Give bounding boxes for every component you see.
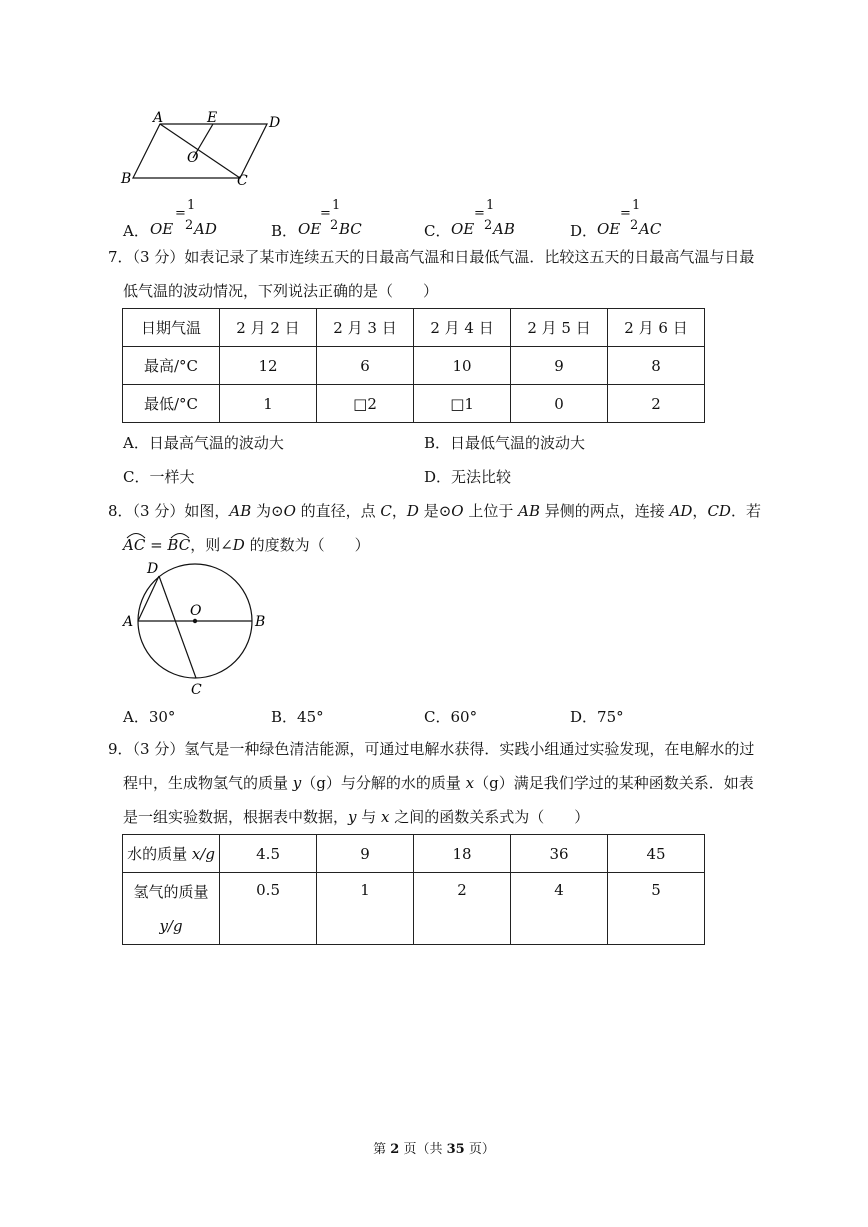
q6-option-b[interactable]: B． OE = 1 2 BC	[271, 198, 362, 240]
q7-option-c[interactable]: C．一样大	[123, 468, 195, 486]
table-cell: 1	[317, 873, 414, 945]
table-cell: 10	[414, 347, 511, 385]
q7-stem-line1: 7．（3 分）如表记录了某市连续五天的日最高气温和日最低气温．比较这五天的日最高气温与日最	[108, 248, 755, 266]
table-header-cell: 2 月 6 日	[608, 309, 705, 347]
table-cell: 8	[608, 347, 705, 385]
table-cell: 0	[511, 385, 608, 423]
table-cell: 9	[317, 835, 414, 873]
table-cell: 0.5	[220, 873, 317, 945]
label-a: A	[153, 110, 164, 126]
q8-option-d[interactable]: D．75°	[570, 708, 624, 726]
arc-ac: AC	[123, 528, 145, 562]
table-cell: 9	[511, 347, 608, 385]
table-header-cell: 日期气温	[123, 309, 220, 347]
table-cell: 6	[316, 347, 413, 385]
q8-stem-line1: 8．（3 分）如图，AB 为⊙O 的直径，点 C，D 是⊙O 上位于 AB 异侧的两点，连接 AD，CD．若	[108, 502, 761, 520]
page-footer: 第 2 页（共 35 页）	[373, 1142, 495, 1157]
q8-option-a[interactable]: A．30°	[123, 708, 176, 726]
label-b: B	[255, 614, 266, 630]
table-row-label: 氢气的质量 y/g	[123, 873, 220, 945]
table-row	[123, 873, 705, 945]
table-cell: 18	[413, 835, 510, 873]
table-row-label: 水的质量 x/g	[123, 835, 220, 873]
label-c: C	[191, 682, 202, 698]
label-o: O	[187, 150, 199, 166]
table-row	[123, 347, 705, 385]
q7-option-a[interactable]: A．日最高气温的波动大	[123, 434, 284, 452]
center-point	[193, 619, 197, 623]
q9-mass-table	[122, 834, 705, 945]
q7-option-d[interactable]: D．无法比较	[424, 468, 512, 486]
label-c: C	[237, 173, 248, 189]
table-cell: 45	[607, 835, 704, 873]
table-cell: 12	[220, 347, 317, 385]
table-cell: 2	[413, 873, 510, 945]
table-cell: 5	[607, 873, 704, 945]
q6-option-d[interactable]: D． OE = 1 2 AC	[570, 198, 662, 240]
q6-option-a[interactable]: A． OE = 1 2 AD	[123, 198, 217, 240]
table-header-cell: 2 月 2 日	[220, 309, 317, 347]
q9-stem-line2: 程中，生成物氢气的质量 y（g）与分解的水的质量 x（g）满足我们学过的某种函数关系．如表	[123, 774, 754, 792]
arc-mark-icon	[169, 531, 191, 539]
parallelogram-figure	[115, 105, 290, 195]
circle-figure	[118, 555, 278, 700]
page-number: 2	[390, 1142, 400, 1157]
table-cell: 最低/°C	[123, 385, 220, 423]
q8-option-b[interactable]: B．45°	[271, 708, 324, 726]
label-d: D	[147, 561, 159, 577]
label-d: D	[269, 115, 281, 131]
table-row	[123, 385, 705, 423]
arc-mark-icon	[125, 531, 147, 539]
table-cell: □1	[414, 385, 511, 423]
q8-option-c[interactable]: C．60°	[424, 708, 478, 726]
q8-stem-line2: AC = BC，则∠D 的度数为（ ）	[123, 528, 370, 562]
q7-temperature-table	[122, 308, 705, 423]
arc-bc: BC	[167, 528, 190, 562]
table-header-cell: 2 月 5 日	[511, 309, 608, 347]
table-cell: 4	[510, 873, 607, 945]
q9-stem-line1: 9．（3 分）氢气是一种绿色清洁能源，可通过电解水获得．实践小组通过实验发现，在电解水的过	[108, 740, 755, 758]
total-pages: 35	[446, 1142, 465, 1157]
label-b: B	[121, 171, 132, 187]
table-row	[123, 309, 705, 347]
label-a: A	[123, 614, 134, 630]
table-cell: 最高/°C	[123, 347, 220, 385]
table-header-cell: 2 月 3 日	[316, 309, 413, 347]
label-e: E	[207, 110, 218, 126]
q6-option-c[interactable]: C． OE = 1 2 AB	[424, 198, 515, 240]
table-cell: 2	[608, 385, 705, 423]
chord-cd	[159, 576, 196, 678]
table-row	[123, 835, 705, 873]
table-cell: 4.5	[220, 835, 317, 873]
q9-stem-line3: 是一组实验数据，根据表中数据，y 与 x 之间的函数关系式为（ ）	[123, 808, 590, 826]
table-cell: 36	[510, 835, 607, 873]
q7-stem-line2: 低气温的波动情况，下列说法正确的是（ ）	[123, 282, 439, 300]
chord-ad	[138, 576, 159, 621]
table-header-cell: 2 月 4 日	[414, 309, 511, 347]
table-cell: □2	[316, 385, 413, 423]
label-o: O	[190, 603, 202, 619]
q7-option-b[interactable]: B．日最低气温的波动大	[424, 434, 586, 452]
table-cell: 1	[220, 385, 317, 423]
diagonal-ac	[160, 124, 240, 178]
